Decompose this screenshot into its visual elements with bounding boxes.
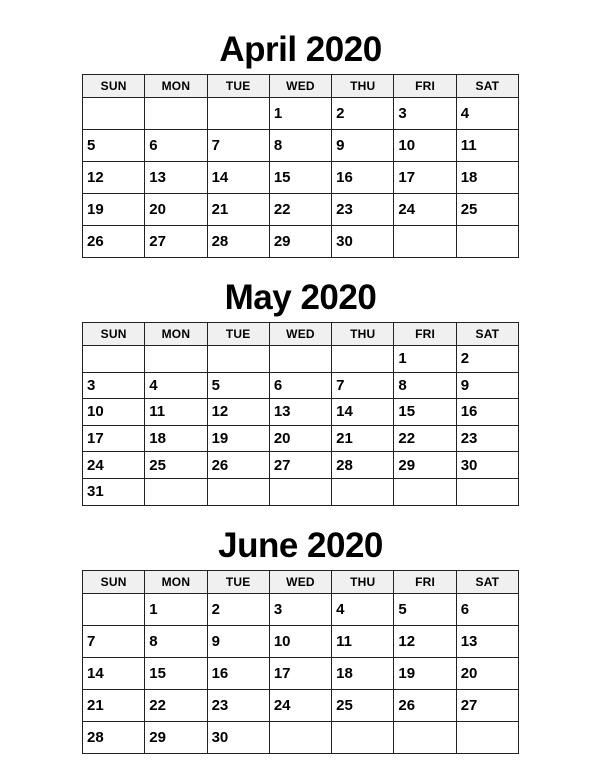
day-cell: 16: [207, 658, 269, 690]
day-cell: [332, 346, 394, 373]
day-cell: 25: [145, 452, 207, 479]
day-cell: 7: [207, 130, 269, 162]
day-cell: 19: [394, 658, 456, 690]
day-cell: 25: [456, 194, 518, 226]
weekday-header-wed: WED: [269, 571, 331, 594]
weekday-header-mon: MON: [145, 571, 207, 594]
weekday-header-row: [83, 323, 519, 346]
day-cell: 21: [207, 194, 269, 226]
weekday-header-tue: TUE: [207, 323, 269, 346]
day-cell: [145, 346, 207, 373]
day-cell: 31: [83, 478, 145, 505]
day-cell: 14: [207, 162, 269, 194]
day-cell: 3: [269, 594, 331, 626]
week-row: [83, 478, 519, 505]
day-cell: [145, 98, 207, 130]
day-cell: 14: [83, 658, 145, 690]
weekday-header-fri: FRI: [394, 323, 456, 346]
month-title: May 2020: [224, 278, 377, 317]
weekday-header-row: [83, 571, 519, 594]
day-cell: 27: [456, 690, 518, 722]
day-cell: 11: [456, 130, 518, 162]
week-row: [83, 162, 519, 194]
day-cell: 28: [207, 226, 269, 258]
day-cell: 12: [394, 626, 456, 658]
day-cell: 22: [394, 425, 456, 452]
week-row: [83, 194, 519, 226]
day-cell: 27: [145, 226, 207, 258]
day-cell: 20: [145, 194, 207, 226]
weekday-header-row: [83, 75, 519, 98]
day-cell: 28: [332, 452, 394, 479]
day-cell: 16: [332, 162, 394, 194]
day-cell: 24: [269, 690, 331, 722]
day-cell: 28: [83, 722, 145, 754]
day-cell: 5: [207, 372, 269, 399]
day-cell: 8: [394, 372, 456, 399]
day-cell: 18: [145, 425, 207, 452]
day-cell: [269, 722, 331, 754]
day-cell: 21: [83, 690, 145, 722]
day-cell: 27: [269, 452, 331, 479]
month-grid: [82, 570, 519, 754]
day-cell: 6: [456, 594, 518, 626]
weekday-header-thu: THU: [332, 323, 394, 346]
weekday-header-sat: SAT: [456, 571, 518, 594]
day-cell: 18: [332, 658, 394, 690]
weekday-header-sat: SAT: [456, 323, 518, 346]
day-cell: 4: [332, 594, 394, 626]
month-title: June 2020: [218, 526, 383, 565]
week-row: [83, 226, 519, 258]
day-cell: 18: [456, 162, 518, 194]
day-cell: [394, 478, 456, 505]
weekday-header-tue: TUE: [207, 571, 269, 594]
day-cell: [456, 226, 518, 258]
day-cell: 19: [83, 194, 145, 226]
day-cell: 14: [332, 399, 394, 426]
day-cell: 13: [456, 626, 518, 658]
day-cell: 9: [332, 130, 394, 162]
day-cell: 4: [456, 98, 518, 130]
day-cell: [456, 478, 518, 505]
day-cell: 8: [145, 626, 207, 658]
day-cell: 2: [207, 594, 269, 626]
day-cell: [332, 478, 394, 505]
day-cell: [207, 346, 269, 373]
day-cell: [207, 478, 269, 505]
day-cell: 17: [394, 162, 456, 194]
day-cell: 1: [394, 346, 456, 373]
day-cell: 13: [269, 399, 331, 426]
day-cell: 12: [83, 162, 145, 194]
month-grid: [82, 74, 519, 258]
weekday-header-mon: MON: [145, 323, 207, 346]
month-title: April 2020: [219, 30, 382, 69]
day-cell: 17: [269, 658, 331, 690]
week-row: [83, 626, 519, 658]
day-cell: 26: [83, 226, 145, 258]
day-cell: 15: [394, 399, 456, 426]
day-cell: 29: [394, 452, 456, 479]
week-row: [83, 690, 519, 722]
day-cell: [145, 478, 207, 505]
weekday-header-thu: THU: [332, 571, 394, 594]
week-row: [83, 372, 519, 399]
day-cell: 15: [145, 658, 207, 690]
day-cell: 22: [269, 194, 331, 226]
day-cell: 7: [83, 626, 145, 658]
day-cell: 30: [456, 452, 518, 479]
day-cell: 11: [332, 626, 394, 658]
day-cell: 1: [269, 98, 331, 130]
day-cell: [83, 98, 145, 130]
day-cell: 26: [394, 690, 456, 722]
day-cell: [394, 226, 456, 258]
day-cell: 10: [269, 626, 331, 658]
weekday-header-sat: SAT: [456, 75, 518, 98]
week-row: [83, 452, 519, 479]
day-cell: [332, 722, 394, 754]
weekday-header-sun: SUN: [83, 571, 145, 594]
day-cell: [269, 478, 331, 505]
day-cell: 5: [394, 594, 456, 626]
week-row: [83, 658, 519, 690]
day-cell: 26: [207, 452, 269, 479]
day-cell: 1: [145, 594, 207, 626]
day-cell: 24: [83, 452, 145, 479]
day-cell: 23: [207, 690, 269, 722]
day-cell: 17: [83, 425, 145, 452]
day-cell: [83, 594, 145, 626]
day-cell: 29: [269, 226, 331, 258]
day-cell: 22: [145, 690, 207, 722]
weekday-header-wed: WED: [269, 75, 331, 98]
day-cell: [269, 346, 331, 373]
day-cell: 3: [394, 98, 456, 130]
day-cell: 11: [145, 399, 207, 426]
day-cell: 9: [456, 372, 518, 399]
day-cell: [394, 722, 456, 754]
day-cell: 2: [332, 98, 394, 130]
day-cell: 5: [83, 130, 145, 162]
day-cell: 8: [269, 130, 331, 162]
day-cell: 6: [145, 130, 207, 162]
day-cell: 3: [83, 372, 145, 399]
week-row: [83, 346, 519, 373]
day-cell: 29: [145, 722, 207, 754]
weekday-header-sun: SUN: [83, 75, 145, 98]
day-cell: [456, 722, 518, 754]
day-cell: 24: [394, 194, 456, 226]
day-cell: 10: [394, 130, 456, 162]
day-cell: 7: [332, 372, 394, 399]
day-cell: 25: [332, 690, 394, 722]
week-row: [83, 594, 519, 626]
weekday-header-fri: FRI: [394, 571, 456, 594]
day-cell: 30: [332, 226, 394, 258]
day-cell: 12: [207, 399, 269, 426]
day-cell: 13: [145, 162, 207, 194]
weekday-header-mon: MON: [145, 75, 207, 98]
day-cell: 2: [456, 346, 518, 373]
day-cell: 6: [269, 372, 331, 399]
weekday-header-thu: THU: [332, 75, 394, 98]
weekday-header-fri: FRI: [394, 75, 456, 98]
day-cell: 10: [83, 399, 145, 426]
week-row: [83, 98, 519, 130]
weekday-header-tue: TUE: [207, 75, 269, 98]
week-row: [83, 425, 519, 452]
week-row: [83, 399, 519, 426]
week-row: [83, 722, 519, 754]
weekday-header-wed: WED: [269, 323, 331, 346]
day-cell: 15: [269, 162, 331, 194]
day-cell: 19: [207, 425, 269, 452]
day-cell: 9: [207, 626, 269, 658]
day-cell: 23: [456, 425, 518, 452]
week-row: [83, 130, 519, 162]
day-cell: [207, 98, 269, 130]
weekday-header-sun: SUN: [83, 323, 145, 346]
day-cell: 23: [332, 194, 394, 226]
day-cell: 21: [332, 425, 394, 452]
day-cell: 4: [145, 372, 207, 399]
day-cell: 20: [456, 658, 518, 690]
day-cell: 20: [269, 425, 331, 452]
day-cell: [83, 346, 145, 373]
day-cell: 30: [207, 722, 269, 754]
day-cell: 16: [456, 399, 518, 426]
month-grid: [82, 322, 519, 506]
